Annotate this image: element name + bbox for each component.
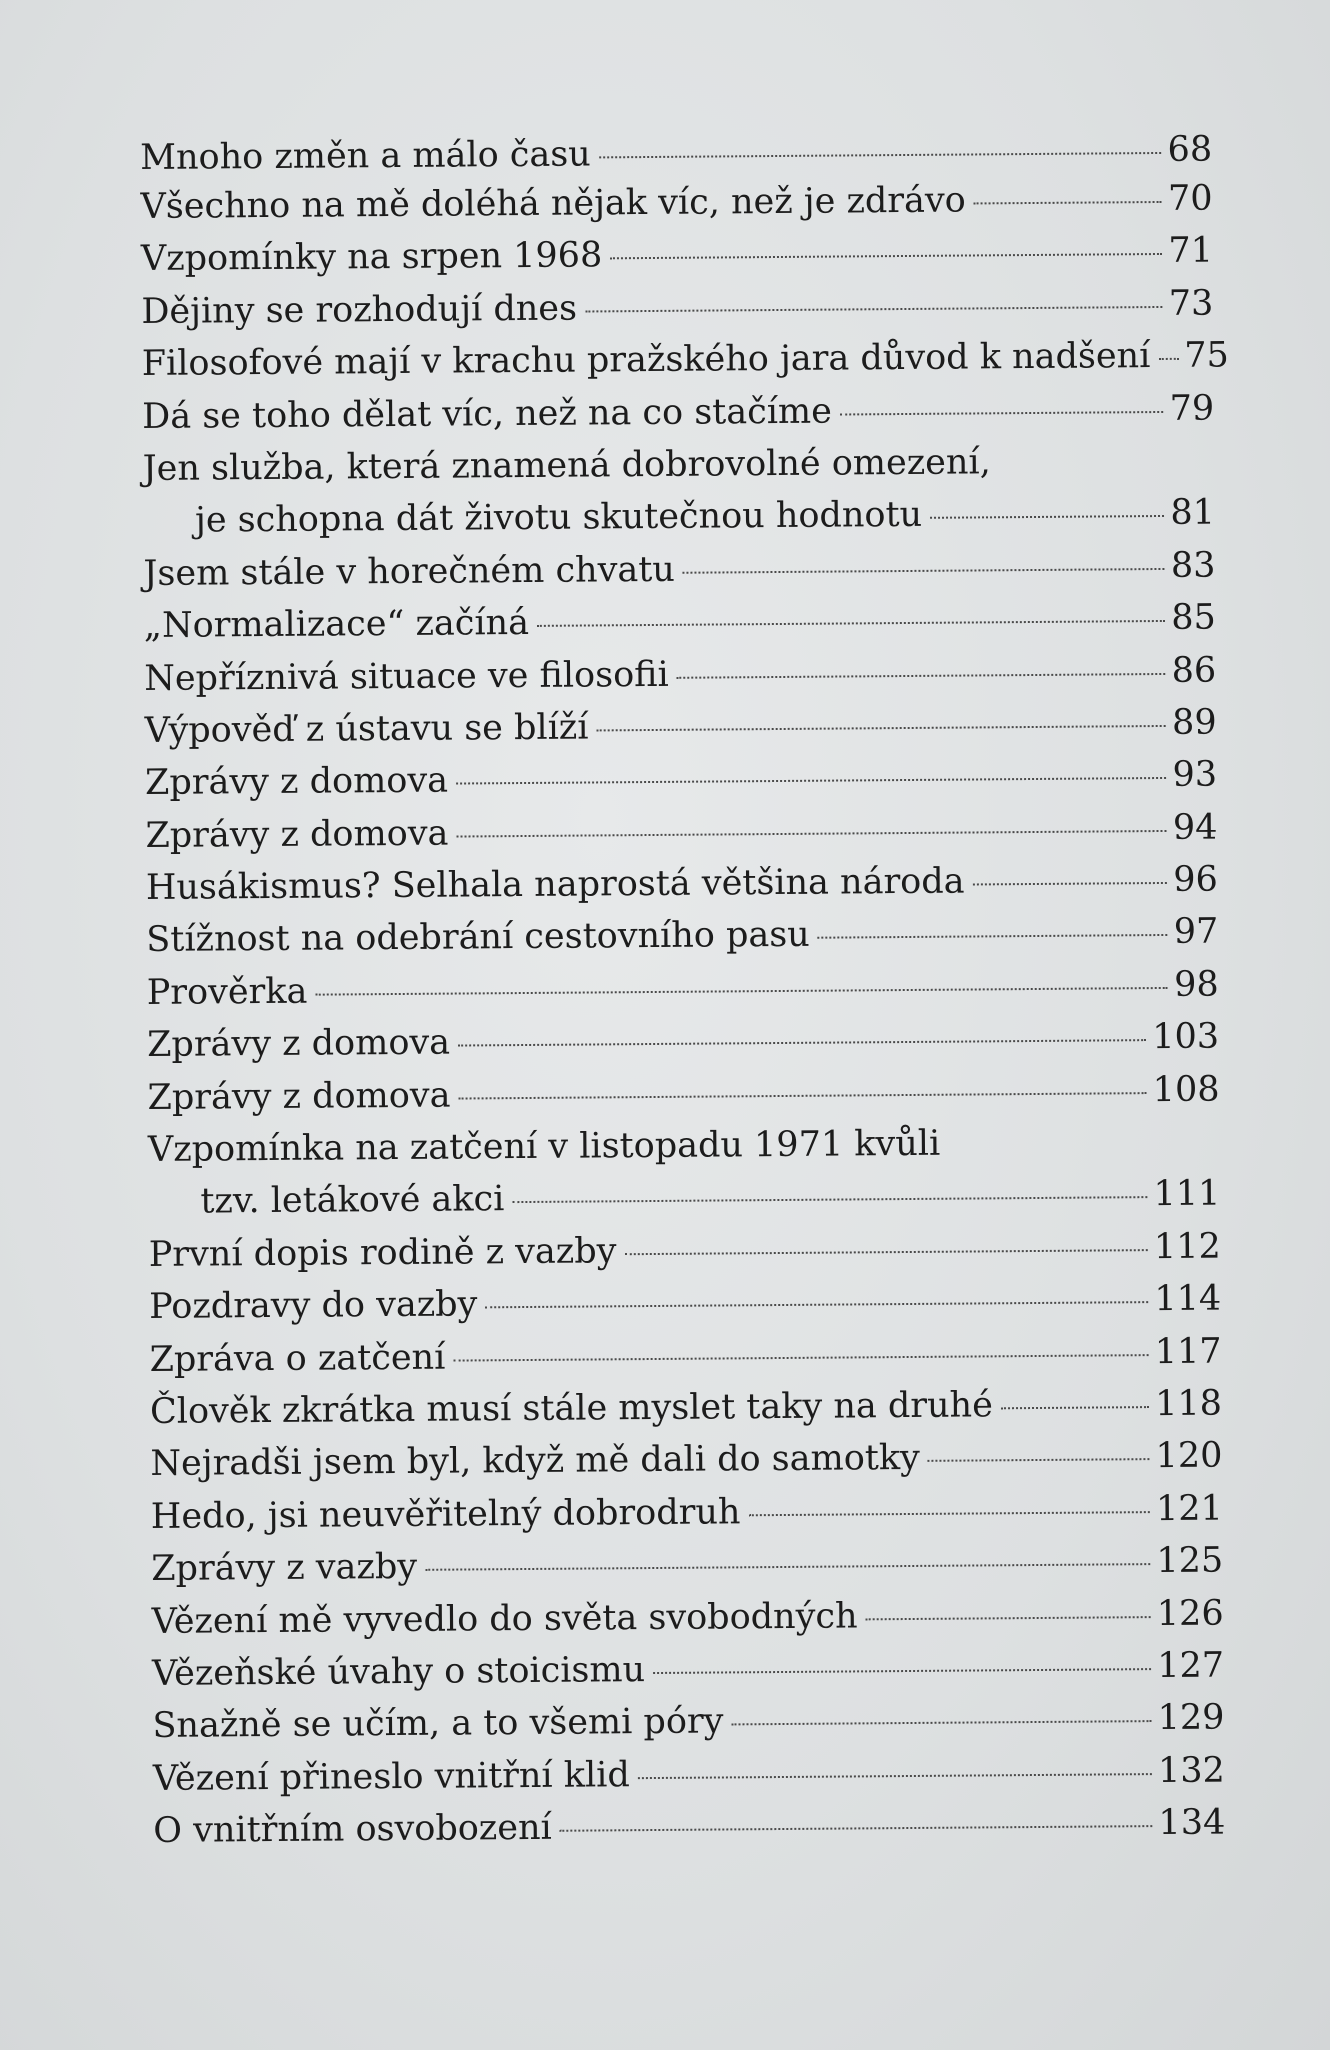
dot-leader xyxy=(840,411,1164,416)
toc-entry-title: Nejradši jsem byl, když mě dali do samotky xyxy=(150,1438,921,1485)
toc-entry-title-line2: je schopna dát životu skutečnou hodnotu xyxy=(194,495,923,541)
toc-entry xyxy=(151,1482,1223,1543)
toc-entry-page: 129 xyxy=(1157,1697,1225,1739)
dot-leader xyxy=(930,515,1164,519)
dot-leader xyxy=(928,1458,1150,1462)
toc-entry-page: 126 xyxy=(1156,1593,1224,1634)
dot-leader xyxy=(560,1825,1153,1832)
dot-leader xyxy=(485,1301,1148,1308)
toc-entry-page: 85 xyxy=(1171,597,1216,639)
toc-entry-page: 134 xyxy=(1158,1802,1226,1844)
toc-entry xyxy=(145,801,1217,862)
dot-leader xyxy=(453,1354,1148,1361)
toc-entry-page: 83 xyxy=(1170,545,1216,586)
toc-entry-title: Všechno na mě doléhá nějak víc, než je zdrávo xyxy=(140,180,966,227)
toc-entry-page: 121 xyxy=(1155,1488,1223,1529)
toc-entry-title: Prověrka xyxy=(146,971,308,1013)
toc-entry-title: Snažně se učím, a to všemi póry xyxy=(152,1701,724,1747)
toc-entry-title: Vězeňské úvahy o stoicismu xyxy=(151,1650,646,1694)
toc-entry-page: 89 xyxy=(1171,702,1217,743)
toc-entry-page: 108 xyxy=(1152,1069,1220,1110)
toc-entry-page: 94 xyxy=(1172,807,1218,848)
toc-entry-title: Dá se toho dělat víc, než na co stačíme xyxy=(142,391,833,437)
dot-leader xyxy=(818,934,1168,939)
toc-entry-page: 111 xyxy=(1153,1173,1221,1215)
toc-entry xyxy=(142,382,1214,443)
toc-entry xyxy=(146,854,1218,915)
toc-entry xyxy=(144,696,1216,757)
toc-entry-page: 125 xyxy=(1156,1540,1224,1582)
toc-entry-page: 118 xyxy=(1155,1383,1223,1425)
toc-entry xyxy=(153,1797,1225,1858)
toc-entry-page: 97 xyxy=(1173,912,1219,953)
toc-entry-page: 70 xyxy=(1167,178,1213,219)
toc-entry-title: Pozdravy do vazby xyxy=(149,1284,478,1328)
table-of-contents xyxy=(140,128,1230,1858)
toc-entry-title-line1: Jen služba, která znamená dobrovolné omezení, xyxy=(142,442,991,489)
toc-entry-multiline xyxy=(142,435,1215,548)
dot-leader xyxy=(973,882,1168,886)
dot-leader xyxy=(974,201,1162,204)
toc-entry xyxy=(151,1535,1223,1596)
toc-entry-page: 81 xyxy=(1170,492,1216,534)
dot-leader xyxy=(425,1563,1150,1571)
dot-leader xyxy=(624,1249,1147,1255)
toc-entry-page: 75 xyxy=(1184,335,1230,376)
dot-leader xyxy=(458,1039,1146,1046)
dot-leader xyxy=(512,1197,1147,1204)
toc-entry xyxy=(141,277,1213,338)
toc-entry-title: Nepříznivá situace ve filosofii xyxy=(144,654,669,699)
toc-entry-title-line2: tzv. letákové akci xyxy=(200,1179,505,1222)
dot-leader xyxy=(596,725,1166,731)
dot-leader xyxy=(458,1092,1146,1099)
toc-entry-page: 120 xyxy=(1155,1435,1223,1477)
dot-leader xyxy=(1158,358,1178,360)
toc-entry xyxy=(152,1692,1224,1753)
dot-leader xyxy=(866,1616,1151,1620)
toc-entry-title: Hedo, jsi neuvěřitelný dobrodruh xyxy=(150,1492,741,1537)
dot-leader xyxy=(677,672,1166,678)
toc-entry-title: Vězení mě vyvedlo do světa svobodných xyxy=(151,1595,858,1642)
toc-entry xyxy=(151,1587,1223,1648)
toc-entry-title: Filosofové mají v krachu pražského jara důvod k nadšení xyxy=(141,336,1151,385)
toc-entry-multiline xyxy=(148,1116,1221,1229)
toc-entry-page: 68 xyxy=(1167,129,1213,170)
toc-entry-title: Zprávy z domova xyxy=(145,813,449,856)
toc-entry-title: Jsem stále v horečném chvatu xyxy=(143,549,676,594)
toc-entry xyxy=(150,1430,1222,1491)
toc-entry xyxy=(149,1325,1221,1386)
toc-entry-title: Zpráva o zatčení xyxy=(149,1337,446,1380)
toc-entry xyxy=(141,225,1213,286)
toc-entry-page: 103 xyxy=(1152,1016,1220,1058)
toc-entry xyxy=(149,1220,1221,1281)
toc-entry-title-line1: Vzpomínka na zatčení v listopadu 1971 kvůli xyxy=(147,1123,941,1170)
toc-entry-page: 117 xyxy=(1154,1331,1222,1372)
toc-entry-title: Husákismus? Selhala naprostá většina národa xyxy=(145,861,965,909)
toc-entry-title: Zprávy z vazby xyxy=(151,1547,418,1590)
toc-entry-title: Vězení přineslo vnitřní klid xyxy=(152,1754,630,1799)
dot-leader xyxy=(1001,1406,1149,1409)
toc-entry-page: 132 xyxy=(1157,1750,1226,1791)
toc-entry-title: O vnitřním osvobození xyxy=(153,1807,552,1852)
toc-entry xyxy=(146,906,1218,967)
toc-entry xyxy=(144,592,1216,653)
toc-entry xyxy=(141,330,1230,391)
toc-entry-page: 79 xyxy=(1169,388,1215,429)
dot-leader xyxy=(585,306,1163,313)
toc-entry xyxy=(144,644,1216,705)
toc-entry-title: Zprávy z domova xyxy=(147,1075,451,1118)
toc-entry-title: První dopis rodině z vazby xyxy=(148,1231,617,1275)
toc-entry-title: Mnoho změn a málo času xyxy=(140,134,591,178)
dot-leader xyxy=(653,1668,1151,1674)
dot-leader xyxy=(610,253,1162,259)
toc-entry-title: Stížnost na odebrání cestovního pasu xyxy=(146,915,810,961)
toc-entry-page: 127 xyxy=(1157,1645,1225,1686)
toc-entry xyxy=(143,539,1215,600)
toc-entry-title: Vzpomínky na srpen 1968 xyxy=(140,235,603,280)
toc-entry xyxy=(140,173,1212,234)
dot-leader xyxy=(683,568,1165,574)
toc-entry-page: 98 xyxy=(1173,964,1219,1005)
dot-leader xyxy=(456,830,1167,838)
toc-entry-page: 73 xyxy=(1168,283,1214,324)
dot-leader xyxy=(748,1511,1150,1516)
dot-leader xyxy=(638,1773,1152,1779)
toc-entry-title: Zprávy z domova xyxy=(146,1022,451,1066)
toc-entry xyxy=(150,1378,1222,1439)
toc-entry xyxy=(145,749,1217,810)
toc-entry-title: Zprávy z domova xyxy=(144,760,449,804)
toc-entry-page: 114 xyxy=(1154,1278,1222,1320)
toc-entry-title: „Normalizace“ začíná xyxy=(143,603,530,647)
toc-entry xyxy=(147,1011,1219,1072)
toc-entry-page: 86 xyxy=(1171,650,1217,691)
toc-entry xyxy=(147,958,1219,1019)
dot-leader xyxy=(731,1720,1151,1725)
toc-entry-title: Člověk zkrátka musí stále myslet taky na druhé xyxy=(149,1385,993,1432)
toc-entry-page: 112 xyxy=(1153,1226,1221,1267)
dot-leader xyxy=(315,987,1168,996)
toc-entry-page: 96 xyxy=(1173,859,1219,900)
toc-entry xyxy=(149,1273,1221,1334)
toc-entry xyxy=(152,1639,1224,1700)
dot-leader xyxy=(599,152,1162,158)
toc-entry xyxy=(153,1744,1225,1805)
toc-entry-page: 71 xyxy=(1168,230,1214,272)
dot-leader xyxy=(537,620,1165,627)
dot-leader xyxy=(456,777,1167,785)
toc-entry-page: 93 xyxy=(1172,754,1218,796)
toc-entry-title: Výpověď z ústavu se blíží xyxy=(144,707,589,751)
toc-entry-title: Dějiny se rozhodují dnes xyxy=(141,288,578,332)
toc-entry xyxy=(147,1063,1219,1124)
